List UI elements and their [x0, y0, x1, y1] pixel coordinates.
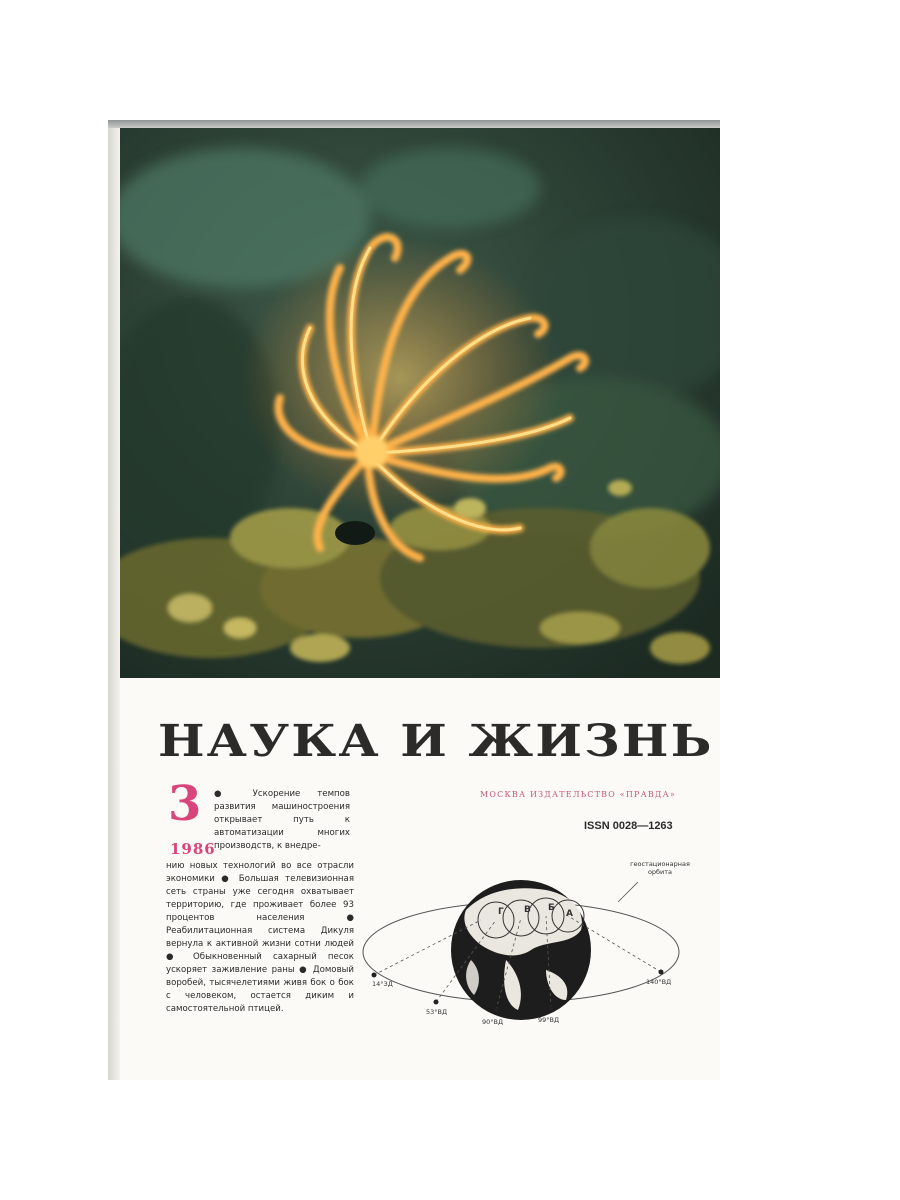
- orbit-label: геостационарная орбита: [630, 860, 690, 876]
- satellite-orbit-diagram: [356, 860, 696, 1050]
- longitude-label: 140°ВД: [646, 978, 672, 986]
- earth-globe: [451, 880, 591, 1020]
- zone-label: Г: [498, 907, 504, 917]
- longitude-label: 14°ЗД: [372, 980, 393, 988]
- longitude-label: 90°ВД: [482, 1018, 504, 1026]
- longitude-label: 53°ВД: [426, 1008, 448, 1016]
- contents-summary-part1: ● Ускорение темпов развития машиностроения открывает путь к автоматизации многих производств, к внедре-: [214, 789, 350, 851]
- zone-label: В: [524, 905, 531, 915]
- publisher-line: МОСКВА ИЗДАТЕЛЬСТВО «ПРАВДА»: [480, 790, 676, 799]
- magazine-title: НАУКА И ЖИЗНЬ: [158, 716, 714, 767]
- cover-photo-sea-lily: [120, 128, 720, 678]
- contents-summary-part2: нию новых технологий во все отрасли экономики ● Большая телевизионная сеть страны уже сегодня охватывает территорию, где проживает более 93 процентов населения ● Реабилитационная система Дикуля вернула к активной жизни сотни людей ● Обыкновенный сахарный песок ускоряет заживление раны ● Домовый воробей, тысячелетиями живя бок о бок с человеком, остается диким и самостоятельной птицей.: [166, 861, 354, 1014]
- issue-number: 3: [168, 776, 202, 832]
- issn: ISSN 0028—1263: [584, 820, 673, 832]
- magazine-cover: [108, 120, 720, 1080]
- zone-label: А: [566, 909, 573, 919]
- issue-year: 1986: [170, 840, 216, 858]
- cover-left-edge: [108, 128, 120, 1080]
- longitude-label: 99°ВД: [538, 1016, 560, 1024]
- zone-label: Б: [548, 903, 555, 913]
- cover-top-edge: [108, 120, 720, 128]
